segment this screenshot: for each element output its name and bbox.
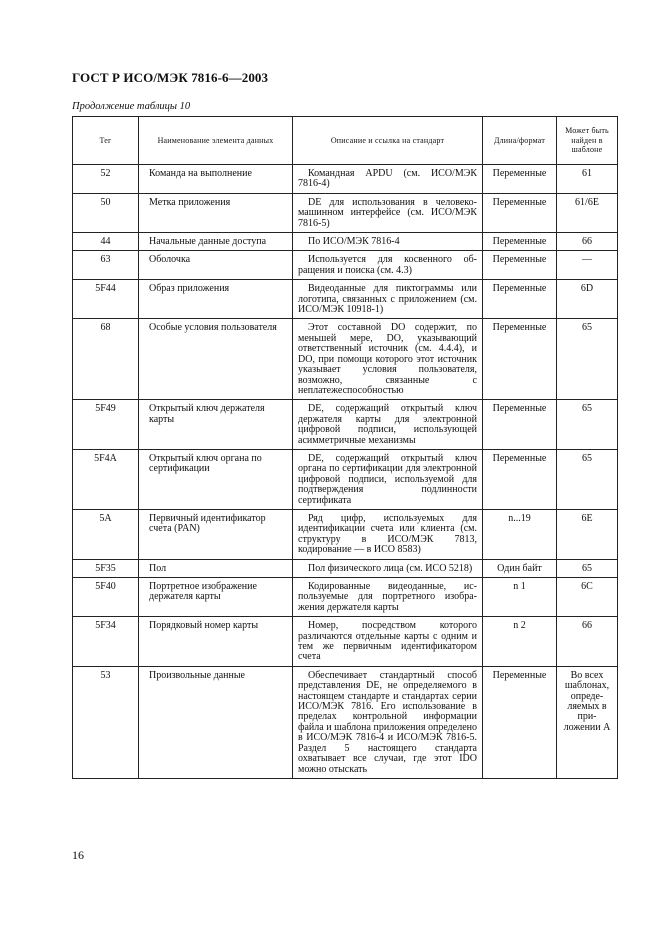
cell-description: Этот составной DO содержит, по меньшей мере, DO, указывающий ответственный источник (см. 4.4.4), и DO, при помощи которого этот источник указывает условия пользователя, возможно, связанные с неплатежеспособностью — [293, 319, 483, 400]
cell-tag: 50 — [73, 193, 139, 232]
column-header-description: Описание и ссылка на стандарт — [293, 117, 483, 165]
cell-template: — — [557, 251, 618, 280]
cell-name: Порядковый номер карты — [139, 617, 293, 667]
cell-description: Кодированные видеоданные, используемые для портретного изображения держателя карты — [293, 578, 483, 617]
cell-length: Переменные — [483, 280, 557, 319]
cell-length: Переменные — [483, 233, 557, 251]
table-row — [73, 251, 618, 280]
cell-name: Первичный идентификатор счета (PAN) — [139, 509, 293, 559]
cell-length: Переменные — [483, 400, 557, 450]
cell-tag: 52 — [73, 165, 139, 194]
cell-description: DE для использования в человеко-машинном интерфейсе (см. ИСО/МЭК 7816-5) — [293, 193, 483, 232]
cell-tag: 44 — [73, 233, 139, 251]
cell-name: Метка приложения — [139, 193, 293, 232]
table-row — [73, 400, 618, 450]
cell-name: Пол — [139, 559, 293, 577]
cell-tag: 53 — [73, 666, 139, 778]
table-row — [73, 559, 618, 577]
cell-template: Во всех шаблонах, определяемых в приложении А — [557, 666, 618, 778]
table-row — [73, 233, 618, 251]
cell-length: Переменные — [483, 251, 557, 280]
cell-template: 66 — [557, 617, 618, 667]
cell-name: Открытый ключ органа по сертификации — [139, 449, 293, 509]
column-header-tag: Тег — [73, 117, 139, 165]
column-header-template: Может быть найден в шаблоне — [557, 117, 618, 165]
cell-length: Переменные — [483, 193, 557, 232]
table-continuation-caption: Продолжение таблицы 10 — [72, 101, 191, 112]
cell-tag: 5F35 — [73, 559, 139, 577]
cell-length: Один байт — [483, 559, 557, 577]
cell-name: Особые условия пользователя — [139, 319, 293, 400]
column-header-length: Длина/формат — [483, 117, 557, 165]
cell-template: 61/6E — [557, 193, 618, 232]
cell-description: DE, содержащий открытый ключ держателя карты для электронной цифровой подписи, использующей асимметричные механизмы — [293, 400, 483, 450]
column-header-name: Наименование элемента данных — [139, 117, 293, 165]
cell-name: Портретное изображение держателя карты — [139, 578, 293, 617]
cell-description: Номер, посредством которого различаются отдельные карты с одним и тем же первичным идентификатором счета — [293, 617, 483, 667]
cell-tag: 68 — [73, 319, 139, 400]
cell-template: 65 — [557, 449, 618, 509]
cell-tag: 5F4A — [73, 449, 139, 509]
cell-template: 65 — [557, 319, 618, 400]
cell-name: Произвольные данные — [139, 666, 293, 778]
cell-length: n 1 — [483, 578, 557, 617]
cell-tag: 5A — [73, 509, 139, 559]
cell-template: 6C — [557, 578, 618, 617]
cell-length: Переменные — [483, 319, 557, 400]
cell-name: Открытый ключ держателя карты — [139, 400, 293, 450]
cell-tag: 63 — [73, 251, 139, 280]
cell-length: n...19 — [483, 509, 557, 559]
table-row — [73, 578, 618, 617]
cell-template: 65 — [557, 559, 618, 577]
cell-length: Переменные — [483, 449, 557, 509]
table-row — [73, 165, 618, 194]
table-row — [73, 449, 618, 509]
cell-template: 6E — [557, 509, 618, 559]
data-elements-table — [72, 116, 618, 779]
cell-description: Пол физического лица (см. ИСО 5218) — [293, 559, 483, 577]
table-row — [73, 617, 618, 667]
cell-name: Начальные данные доступа — [139, 233, 293, 251]
table-header-row — [73, 117, 618, 165]
cell-template: 61 — [557, 165, 618, 194]
cell-length: Переменные — [483, 666, 557, 778]
cell-template: 65 — [557, 400, 618, 450]
cell-description: Ряд цифр, используемых для идентификации счета или клиента (см. структуру в ИСО/МЭК 7813, кодирование — в ИСО 8583) — [293, 509, 483, 559]
cell-tag: 5F40 — [73, 578, 139, 617]
document-title: ГОСТ Р ИСО/МЭК 7816-6—2003 — [72, 70, 269, 85]
table-row — [73, 193, 618, 232]
table-row — [73, 319, 618, 400]
cell-description: DE, содержащий открытый ключ органа по сертификации для электронной цифровой подписи, используемой для подтверждения подлинности сертификата — [293, 449, 483, 509]
cell-template: 6D — [557, 280, 618, 319]
table-row — [73, 666, 618, 778]
cell-description: Видеоданные для пиктограммы или логотипа, связанных с приложением (см. ИСО/МЭК 10918-1) — [293, 280, 483, 319]
cell-tag: 5F44 — [73, 280, 139, 319]
page-number: 16 — [72, 848, 84, 862]
table-row — [73, 280, 618, 319]
cell-length: n 2 — [483, 617, 557, 667]
cell-description: Обеспечивает стандартный способ представления DE, не определяемого в настоящем стандарте и стандартах серии ИСО/МЭК 7816. Его использование в пределах контрольной информации файла и шаблона приложения определено в ИСО/МЭК 7816-4 и ИСО/МЭК 7816-5. Раздел 5 настоящего стандарта охватывает все случаи, где этот IDO можно отыскать — [293, 666, 483, 778]
cell-name: Оболочка — [139, 251, 293, 280]
cell-name: Команда на выполнение — [139, 165, 293, 194]
cell-tag: 5F34 — [73, 617, 139, 667]
table-row — [73, 509, 618, 559]
cell-description: Используется для косвенного обращения и поиска (см. 4.3) — [293, 251, 483, 280]
cell-description: По ИСО/МЭК 7816-4 — [293, 233, 483, 251]
cell-description: Командная APDU (см. ИСО/МЭК 7816-4) — [293, 165, 483, 194]
cell-tag: 5F49 — [73, 400, 139, 450]
cell-length: Переменные — [483, 165, 557, 194]
cell-template: 66 — [557, 233, 618, 251]
cell-name: Образ приложения — [139, 280, 293, 319]
